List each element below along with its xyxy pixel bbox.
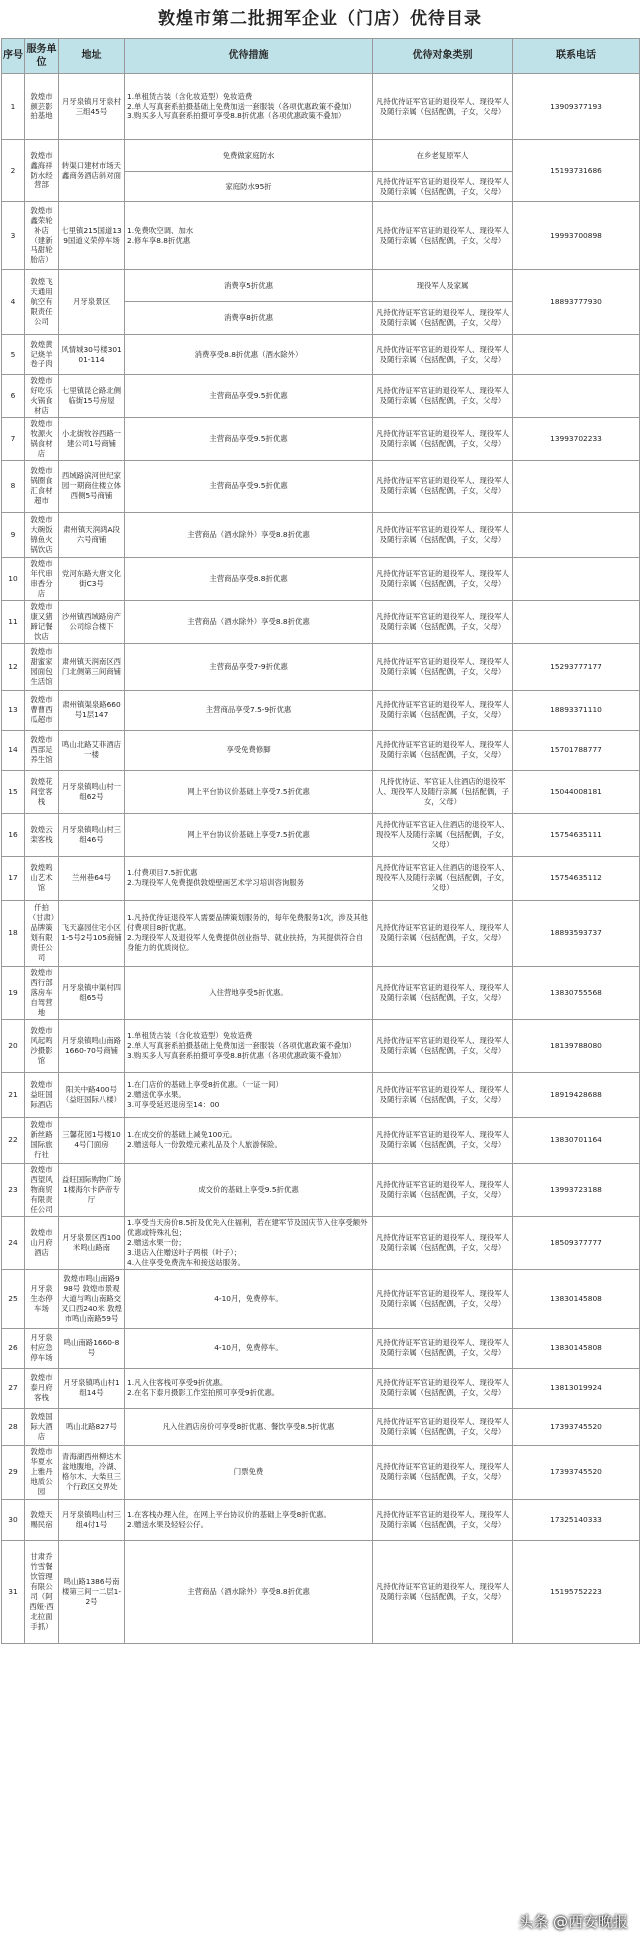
benefit-line: 1.凡持优待证退役军人需要品牌策划服务的，每年免费服务1次，涉及其他付费项目8折优惠。 (127, 913, 368, 933)
row-address: 小北街牧谷西路一建公司1号商铺 (59, 418, 125, 461)
row-benefits (125, 1117, 373, 1163)
row-benefits (125, 302, 373, 335)
row-benefits (125, 1540, 373, 1643)
benefit-line: 主营商品享受9.5折优惠 (209, 481, 288, 491)
row-phone (513, 512, 640, 557)
row-number: 1 (2, 74, 25, 140)
row-number: 19 (2, 966, 25, 1019)
benefit-line: 消费享5折优惠 (223, 280, 274, 290)
row-target: 凡持优待证军官证的退役军人、现役军人及随行亲属（包括配偶，子女，父母） (373, 512, 513, 557)
benefits-table (1, 38, 640, 1644)
row-unit: 敦煌市山月府酒店 (25, 1216, 59, 1269)
row-target: 凡持优待证军官证的退役军人、现役军人及随行亲属（包括配偶，子女，父母） (373, 202, 513, 270)
row-benefits (125, 1408, 373, 1445)
row-address: 七里镇昆仑路北侧临街15号房屋 (59, 375, 125, 418)
row-address: 月牙泉镇鸣山村1组14号 (59, 1368, 125, 1408)
row-address: 阳关中路400号（益旺国际八楼） (59, 1072, 125, 1117)
row-unit: 敦煌市泰月府客栈 (25, 1368, 59, 1408)
row-benefits (125, 900, 373, 966)
row-address: 鸣山路1386号南楼第三间一二层1-2号 (59, 1540, 125, 1643)
table-row (2, 74, 640, 140)
row-unit: 敦煌市新丝路国际旅行社 (25, 1117, 59, 1163)
row-phone (513, 335, 640, 375)
row-address: 鸣山北路艾菲酒店一楼 (59, 730, 125, 770)
table-row (2, 1019, 640, 1072)
row-number: 31 (2, 1540, 25, 1643)
row-address: 月牙泉镇鸣山村三组4付1号 (59, 1499, 125, 1540)
row-target: 凡持优待证军官证的退役军人、现役军人及随行亲属（包括配偶，子女，父母） (373, 335, 513, 375)
benefit-line: 主营商品享受7-9折优惠 (209, 661, 288, 671)
row-number: 18 (2, 900, 25, 966)
benefit-line: 4-10月，免费停车。 (214, 1343, 283, 1353)
row-unit: 月牙泉生态停车场 (25, 1269, 59, 1328)
row-target: 凡持优待证军官证的退役军人、现役军人及随行亲属（包括配偶，子女，父母） (373, 1445, 513, 1499)
header-phone: 联系电话 (513, 39, 640, 74)
table-row (2, 418, 640, 461)
benefit-line: 4.入住享受免费洗车和接送站服务。 (127, 1257, 245, 1267)
row-target: 在乡老复原军人 (373, 140, 513, 172)
row-address: 鸣山北路827号 (59, 1408, 125, 1445)
table-row (2, 1445, 640, 1499)
row-benefits (125, 690, 373, 730)
benefit-line: 2.在名下泰月摄影工作室拍照可享受9折优惠。 (127, 1388, 280, 1398)
row-number: 16 (2, 813, 25, 856)
benefit-line: 网上平台协议价基础上享受7.5折优惠 (187, 786, 310, 796)
row-unit: 敦煌花间堂客栈 (25, 770, 59, 813)
benefit-line: 2.赠送每人一份敦煌元素礼品及个人旅游保险。 (127, 1140, 282, 1150)
row-target: 凡持优待证军官证的退役军人、现役军人及随行亲属（包括配偶，子女，父母） (373, 1019, 513, 1072)
table-row (2, 512, 640, 557)
row-phone (513, 375, 640, 418)
row-number: 29 (2, 1445, 25, 1499)
row-target: 凡持优待证军官证的退役军人、现役军人及随行亲属（包括配偶，子女，父母） (373, 966, 513, 1019)
row-target: 凡持优待证军官证的退役军人、现役军人及随行亲属（包括配偶，子女，父母） (373, 1163, 513, 1216)
row-unit: 敦煌市风起鸣沙摄影馆 (25, 1019, 59, 1072)
row-target: 凡持优待证军官证的退役军人、现役军人及随行亲属（包括配偶，子女，父母） (373, 1368, 513, 1408)
row-number: 7 (2, 418, 25, 461)
row-benefits (125, 74, 373, 140)
row-benefits (125, 375, 373, 418)
benefit-line: 2.单人写真套系拍摄基础上免费加送一套服装（各项优惠政策不叠加） (127, 1040, 356, 1050)
row-target: 凡持优待证军官证的退役军人、现役军人及随行亲属（包括配偶，子女，父母） (373, 730, 513, 770)
row-number: 11 (2, 600, 25, 643)
row-benefits (125, 460, 373, 512)
row-number: 10 (2, 557, 25, 600)
benefit-line: 1.免费吹空调、加水 (127, 225, 194, 235)
header-unit: 服务单位 (25, 39, 59, 74)
row-target: 凡持优待证军官证的退役军人、现役军人及随行亲属（包括配偶，子女，父母） (373, 557, 513, 600)
row-address: 月牙泉镇鸣山村三组46号 (59, 813, 125, 856)
benefit-line: 成交价的基础上享受9.5折优惠 (198, 1184, 299, 1194)
row-target: 凡持优待证军官证的退役军人、现役军人及随行亲属（包括配偶，子女，父母） (373, 1540, 513, 1643)
row-address: 月牙泉镇鸣山南路1660-70号商铺 (59, 1019, 125, 1072)
table-row (2, 730, 640, 770)
watermark: 头条 @西安晚报 (518, 1913, 628, 1931)
benefit-line: 1.在成交价的基础上减免100元。 (127, 1130, 237, 1140)
benefit-line: 1.付费项目7.5折优惠 (127, 868, 198, 878)
table-row (2, 375, 640, 418)
row-unit: 敦煌市西部足养生馆 (25, 730, 59, 770)
benefit-line: 4-10月，免费停车。 (214, 1293, 283, 1303)
row-address: 七里镇215国道139国道义荣停车场 (59, 202, 125, 270)
row-number: 22 (2, 1117, 25, 1163)
row-benefits (125, 770, 373, 813)
header-address: 地址 (59, 39, 125, 74)
row-phone: 19993700898 (513, 202, 640, 270)
row-target: 凡持优待证军官证的退役军人、现役军人及随行亲属（包括配偶，子女，父母） (373, 418, 513, 461)
row-target: 凡持优待证军官证入住酒店的退役军人、现役军人及随行亲属（包括配偶，子女，父母） (373, 813, 513, 856)
row-number: 25 (2, 1269, 25, 1328)
row-benefits (125, 600, 373, 643)
row-phone: 13993723188 (513, 1163, 640, 1216)
row-number: 27 (2, 1368, 25, 1408)
row-unit: 敦煌市颜芸影拍基地 (25, 74, 59, 140)
row-unit: 敦煌市鑫海祥防水经营部 (25, 140, 59, 202)
header-targets: 优待对象类别 (373, 39, 513, 74)
row-target: 凡持优待证军官证的退役军人、现役军人及随行亲属（包括配偶，子女，父母） (373, 1499, 513, 1540)
table-row (2, 770, 640, 813)
row-phone (513, 557, 640, 600)
row-number: 6 (2, 375, 25, 418)
benefit-line: 3.可享受延迟退房至14：00 (127, 1099, 220, 1109)
row-benefits (125, 140, 373, 172)
row-target: 凡持优待证军官证的退役军人、现役军人及随行亲属（包括配偶，子女，父母） (373, 1269, 513, 1328)
benefit-line: 网上平台协议价基础上享受7.5折优惠 (187, 829, 310, 839)
benefit-line: 消费享8折优惠 (223, 313, 274, 322)
table-row (2, 600, 640, 643)
header-no: 序号 (2, 39, 25, 74)
table-row (2, 900, 640, 966)
row-number: 14 (2, 730, 25, 770)
row-unit: 敦煌市康又猪蹄记餐饮店 (25, 600, 59, 643)
row-unit: 敦煌市鑫荣轮补店（建新马甜轮胎店） (25, 202, 59, 270)
benefit-line: 凡入住酒店房价可享受8折优惠、餐饮享受8.5折优惠 (162, 1421, 335, 1431)
row-target: 凡持优待证、军官证人住酒店的退役军人、现役军人及随行亲属（包括配偶，子女，父母） (373, 770, 513, 813)
row-number: 8 (2, 460, 25, 512)
header-benefits: 优待措施 (125, 39, 373, 74)
row-phone: 15754635112 (513, 856, 640, 900)
benefit-line: 1.单租赁古装（含化妆造型）免妆造费 (127, 1030, 253, 1040)
row-address: 兰州巷64号 (59, 856, 125, 900)
benefit-line: 主营商品享受8.8折优惠 (209, 573, 288, 583)
table-row (2, 1540, 640, 1643)
row-address: 西域路滨河世纪家园一期商住楼立体西侧5号商铺 (59, 460, 125, 512)
row-target: 凡持优待证军官证的退役军人、现役军人及随行亲属（包括配偶，子女，父母） (373, 690, 513, 730)
row-number: 12 (2, 643, 25, 690)
row-phone: 13830701164 (513, 1117, 640, 1163)
row-unit: 敦煌市曹曹西瓜超市 (25, 690, 59, 730)
row-address: 风情城30号楼30101-114 (59, 335, 125, 375)
benefit-line: 3.购买多人写真套系拍摄可享受8.8折优惠（各项优惠政策不叠加） (127, 1050, 346, 1060)
benefit-line: 1.在客栈办理入住，在网上平台协议价的基础上享受8折优惠。 (127, 1509, 331, 1519)
row-benefits (125, 557, 373, 600)
row-unit: 甘肃乔竹雪餐饮管理有限公司（阿西娅·西北拉面手抓） (25, 1540, 59, 1643)
row-target: 凡持优待证军官证的退役军人、现役军人及随行亲属（包括配偶，子女，父母） (373, 375, 513, 418)
row-unit: 敦煌市年代串串香分店 (25, 557, 59, 600)
row-benefits (125, 1072, 373, 1117)
table-row (2, 1216, 640, 1269)
benefit-line: 2.赠送水果一份； (127, 1237, 186, 1247)
row-target: 凡持优待证军官证的退役军人、现役军人及随行亲属（包括配偶，子女，父母） (373, 302, 513, 335)
row-phone: 18893371110 (513, 690, 640, 730)
row-phone: 18139788080 (513, 1019, 640, 1072)
row-target: 凡持优待证军官证的退役军人、现役军人及随行亲属（包括配偶，子女，父母） (373, 1328, 513, 1368)
row-phone: 18893593737 (513, 900, 640, 966)
row-benefits (125, 270, 373, 302)
row-phone: 13993702233 (513, 418, 640, 461)
row-address: 沙州镇西域路房产公司综合楼下 (59, 600, 125, 643)
row-address: 青海湖西州柳达木盆地腹地，冷湖、格尔木、大柴旦三个行政区交界处 (59, 1445, 125, 1499)
row-unit: 敦煌市甜蜜家园面包生活馆 (25, 643, 59, 690)
row-number: 23 (2, 1163, 25, 1216)
table-header-row (2, 39, 640, 74)
row-benefits (125, 335, 373, 375)
benefit-line: 2.为现役军人免费提供敦煌壁画艺术学习培训咨询服务 (127, 878, 305, 888)
row-unit: 仟拍（甘肃）品牌策划有限责任公司 (25, 900, 59, 966)
table-row (2, 1499, 640, 1540)
row-phone: 17325140333 (513, 1499, 640, 1540)
benefit-line: 2.为现役军人及退役军人免费提供创业指导、就业扶持，为其提供符合自身能力的优质岗位。 (127, 933, 364, 953)
row-unit: 敦煌鸣山艺术馆 (25, 856, 59, 900)
table-row (2, 690, 640, 730)
row-address: 敦煌市鸣山南路998号 敦煌市景观大道与鸣山南路交叉口西240米 敦煌市鸣山南路59号 (59, 1269, 125, 1328)
benefit-line: 2.单人写真套系拍摄基础上免费加送一套服装（各项优惠政策不叠加） (127, 101, 356, 111)
table-row (2, 1328, 640, 1368)
table-row (2, 202, 640, 270)
row-number: 5 (2, 335, 25, 375)
row-benefits (125, 512, 373, 557)
table-row (2, 1368, 640, 1408)
row-unit: 敦煌市锅圈食汇食材超市 (25, 460, 59, 512)
row-benefits (125, 1163, 373, 1216)
benefit-line: 2.赠送水果及轻轻公仔。 (127, 1519, 208, 1529)
row-address: 月牙泉镇中渠村四组65号 (59, 966, 125, 1019)
table-row (2, 460, 640, 512)
row-target: 凡持优待证军官证的退役军人、现役军人及随行亲属（包括配偶，子女，父母） (373, 172, 513, 202)
benefit-line: 消费享受8.8折优惠（酒水除外） (194, 349, 303, 359)
row-target: 凡持优待证军官证的退役军人、现役军人及随行亲属（包括配偶，子女，父母） (373, 74, 513, 140)
row-target: 现役军人及家属 (373, 270, 513, 302)
row-phone: 15193731686 (513, 140, 640, 202)
row-phone: 15195752223 (513, 1540, 640, 1643)
benefit-line: 1.单租赁古装（含化妆造型）免妆造费 (127, 91, 253, 101)
row-unit: 敦煌飞天通用航空有限责任公司 (25, 270, 59, 335)
row-benefits (125, 1328, 373, 1368)
row-phone: 15293777177 (513, 643, 640, 690)
row-phone: 13909377193 (513, 74, 640, 140)
table-row (2, 1117, 640, 1163)
table-row (2, 335, 640, 375)
row-unit: 敦煌市西行部落房车自驾营地 (25, 966, 59, 1019)
benefit-line: 入住营地享受5折优惠。 (209, 987, 288, 997)
row-number: 4 (2, 270, 25, 335)
benefit-line: 3.购买多人写真套系拍摄可享受8.8折优惠（各项优惠政策不叠加） (127, 111, 346, 121)
table-row (2, 1072, 640, 1117)
row-target: 凡持优待证军官证的退役军人、现役军人及随行亲属（包括配偶，子女，父母） (373, 1072, 513, 1117)
table-row (2, 1163, 640, 1216)
row-address: 月牙泉镇月牙泉村三组45号 (59, 74, 125, 140)
row-phone: 18919428688 (513, 1072, 640, 1117)
benefit-line: 2.修车享8.8折优惠 (127, 235, 191, 245)
row-address: 肃州镇天润南区西门北侧第三间商铺 (59, 643, 125, 690)
row-number: 30 (2, 1499, 25, 1540)
row-phone: 13830755568 (513, 966, 640, 1019)
row-phone (513, 600, 640, 643)
row-phone (513, 460, 640, 512)
benefit-line: 主营商品享受9.5折优惠 (209, 433, 288, 443)
table-row (2, 966, 640, 1019)
benefit-line: 享受免费修脚 (226, 745, 271, 755)
row-phone: 13830145808 (513, 1328, 640, 1368)
row-unit: 敦煌市大碗饭锦鱼火锅饮店 (25, 512, 59, 557)
row-address: 月牙泉景区西100米鸣山路南 (59, 1216, 125, 1269)
row-number: 24 (2, 1216, 25, 1269)
row-address: 益旺国际购物广场1楼海尔卡萨帝专厅 (59, 1163, 125, 1216)
benefit-line: 1.在门店价的基础上享受8折优惠。（一证一间） (127, 1079, 283, 1089)
row-benefits (125, 418, 373, 461)
row-number: 17 (2, 856, 25, 900)
row-phone: 18509377777 (513, 1216, 640, 1269)
row-phone: 13830145808 (513, 1269, 640, 1328)
row-benefits (125, 172, 373, 202)
row-unit: 敦煌市益旺国际酒店 (25, 1072, 59, 1117)
row-unit: 月牙泉村应急停车场 (25, 1328, 59, 1368)
row-address: 月牙泉镇鸣山村一组62号 (59, 770, 125, 813)
row-benefits (125, 856, 373, 900)
benefit-line: 免费做家庭防水 (222, 150, 275, 160)
row-benefits (125, 813, 373, 856)
row-number: 21 (2, 1072, 25, 1117)
table-row (2, 1269, 640, 1328)
benefit-line: 1.享受当天房价8.5折及优先入住福利，若在建军节及国庆节入住享受额外优惠或特殊礼包； (127, 1217, 368, 1237)
row-address: 三馨花园1号楼104号门面房 (59, 1117, 125, 1163)
row-benefits (125, 1216, 373, 1269)
row-unit: 敦煌市西望风物商贸有限责任公司 (25, 1163, 59, 1216)
table-row (2, 643, 640, 690)
row-address: 月牙泉景区 (59, 270, 125, 335)
row-target: 凡持优待证军官证的退役军人、现役军人及随行亲属（包括配偶，子女，父母） (373, 900, 513, 966)
table-row (2, 140, 640, 172)
row-phone: 13813019924 (513, 1368, 640, 1408)
row-address: 鸣山南路1660-8号 (59, 1328, 125, 1368)
row-unit: 敦煌黄记烧羊卷子肉 (25, 335, 59, 375)
row-number: 15 (2, 770, 25, 813)
row-unit: 敦煌国际大酒店 (25, 1408, 59, 1445)
row-number: 28 (2, 1408, 25, 1445)
row-benefits (125, 643, 373, 690)
row-unit: 敦煌市好吃乐火锅食材店 (25, 375, 59, 418)
row-benefits (125, 1269, 373, 1328)
table-row (2, 557, 640, 600)
row-number: 13 (2, 690, 25, 730)
row-number: 9 (2, 512, 25, 557)
row-number: 26 (2, 1328, 25, 1368)
row-target: 凡持优待证军官证的退役军人、现役军人及随行亲属（包括配偶，子女，父母） (373, 1117, 513, 1163)
row-address: 党河东路大唐文化街C3号 (59, 557, 125, 600)
row-phone: 17393745520 (513, 1408, 640, 1445)
table-row (2, 813, 640, 856)
row-unit: 敦煌市华夏水上雅丹地质公园 (25, 1445, 59, 1499)
row-phone: 15701788777 (513, 730, 640, 770)
benefit-line: 家庭防水95折 (225, 181, 272, 191)
row-target: 凡持优待证军官证的退役军人、现役军人及随行亲属（包括配偶，子女，父母） (373, 1216, 513, 1269)
row-address: 飞天嘉园住宅小区1-5号2号105商铺 (59, 900, 125, 966)
row-address: 肃州镇天润鸿A段六号商铺 (59, 512, 125, 557)
row-benefits (125, 730, 373, 770)
row-unit: 敦煌天赐民宿 (25, 1499, 59, 1540)
row-target: 凡持优待证军官证的退役军人、现役军人及随行亲属（包括配偶，子女，父母） (373, 1408, 513, 1445)
page-title: 敦煌市第二批拥军企业（门店）优待目录 (158, 9, 482, 29)
row-benefits (125, 1445, 373, 1499)
row-target: 凡持优待证军官证的退役军人、现役军人及随行亲属（包括配偶，子女，父母） (373, 643, 513, 690)
row-phone: 15044008181 (513, 770, 640, 813)
benefit-line: 3.退店入住赠送叶子两根（叶子）； (127, 1247, 242, 1257)
row-benefits (125, 966, 373, 1019)
row-address: 转渠口建材市场天鑫商务酒店斜对面 (59, 140, 125, 202)
benefit-line: 主营商品（酒水除外）享受8.8折优惠 (187, 529, 310, 539)
benefit-line: 主营商品（酒水除外）享受8.8折优惠 (187, 616, 310, 626)
row-target: 凡持优待证军官证的退役军人、现役军人及随行亲属（包括配偶，子女，父母） (373, 600, 513, 643)
row-benefits (125, 202, 373, 270)
benefit-line: 主营商品享受7.5-9折优惠 (205, 705, 292, 715)
row-benefits (125, 1499, 373, 1540)
row-benefits (125, 1368, 373, 1408)
row-phone: 18893777930 (513, 270, 640, 335)
row-phone: 15754635111 (513, 813, 640, 856)
table-row (2, 856, 640, 900)
row-benefits (125, 1019, 373, 1072)
table-row (2, 1408, 640, 1445)
benefit-line: 1.凡入住客栈可享受9折优惠。 (127, 1378, 228, 1388)
row-address: 肃州镇渠泉路660号1层147 (59, 690, 125, 730)
benefit-line: 主营商品（酒水除外）享受8.8折优惠 (187, 1586, 310, 1596)
row-number: 2 (2, 140, 25, 202)
row-target: 凡持优待证军官证入住酒店的退役军人、现役军人及随行亲属（包括配偶，子女，父母） (373, 856, 513, 900)
row-target: 凡持优待证军官证的退役军人、现役军人及随行亲属（包括配偶，子女，父母） (373, 460, 513, 512)
benefit-line: 2.赠送优享水果。 (127, 1089, 186, 1099)
table-row (2, 270, 640, 302)
row-phone: 17393745520 (513, 1445, 640, 1499)
benefit-line: 主营商品享受9.5折优惠 (209, 391, 288, 400)
row-unit: 敦煌云栾客栈 (25, 813, 59, 856)
row-number: 3 (2, 202, 25, 270)
benefit-line: 门票免费 (233, 1467, 264, 1477)
row-unit: 敦煌市牧源火锅食材店 (25, 418, 59, 461)
row-number: 20 (2, 1019, 25, 1072)
